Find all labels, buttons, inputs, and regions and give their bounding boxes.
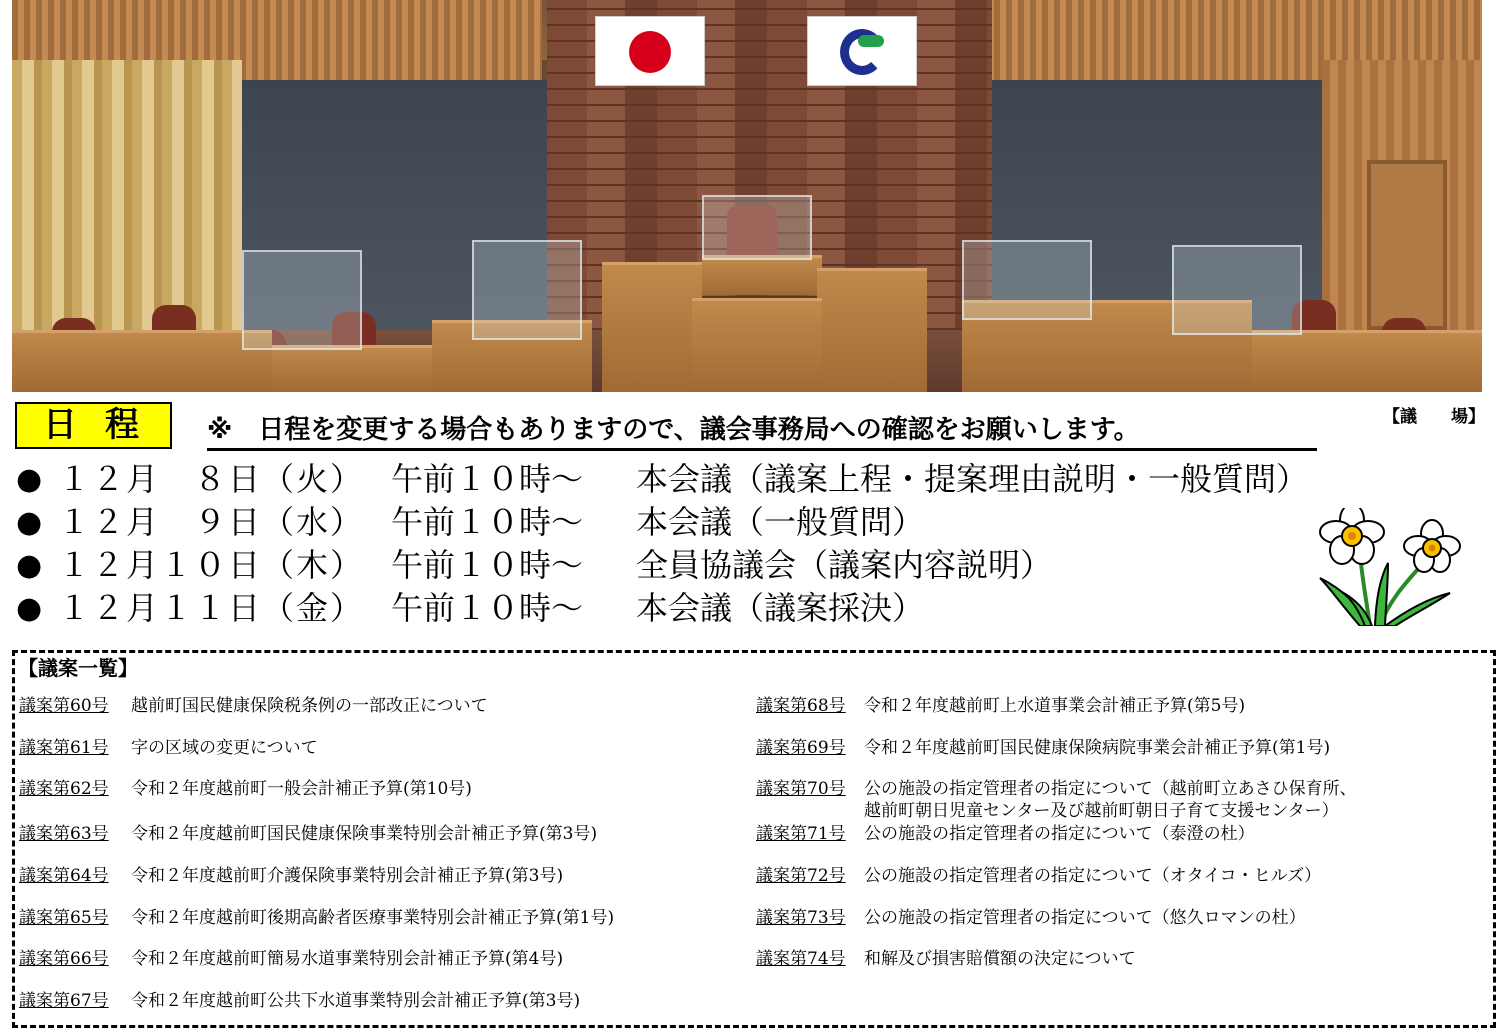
bill-item xyxy=(756,695,1245,717)
bill-item xyxy=(756,737,1330,759)
bill-item xyxy=(756,823,1255,845)
podium-desk xyxy=(602,262,702,392)
bill-title: 字の区域の変更について xyxy=(131,738,318,758)
bill-number: 議案第62号 xyxy=(19,779,109,799)
schedule-row xyxy=(16,544,1316,587)
bill-title: 令和２年度越前町公共下水道事業特別会計補正予算(第3号) xyxy=(131,991,581,1011)
schedule-date: １２月 ８日（火） xyxy=(58,460,365,498)
bill-title: 令和２年度越前町国民健康保険事業特別会計補正予算(第3号) xyxy=(131,824,598,844)
bill-number: 議案第71号 xyxy=(756,824,846,844)
bill-number: 議案第68号 xyxy=(756,696,846,716)
narcissus-flower-icon xyxy=(1300,508,1470,626)
acrylic-screen xyxy=(472,240,582,340)
member-desk xyxy=(272,345,432,392)
bill-number: 議案第67号 xyxy=(19,991,109,1011)
bill-number: 議案第73号 xyxy=(756,908,846,928)
bill-number: 議案第60号 xyxy=(19,696,109,716)
bill-title: 越前町国民健康保険税条例の一部改正について xyxy=(131,696,488,716)
bill-item xyxy=(19,737,318,759)
bill-title: 公の施設の指定管理者の指定について（泰澄の杜） xyxy=(864,824,1255,844)
japan-flag-icon xyxy=(595,16,705,86)
town-flag-icon xyxy=(807,16,917,86)
acrylic-screen xyxy=(1172,245,1302,335)
schedule-event: 本会議（議案上程・提案理由説明・一般質問） xyxy=(636,460,1309,498)
bill-item xyxy=(19,823,597,845)
bill-title: 令和２年度越前町簡易水道事業特別会計補正予算(第4号) xyxy=(131,949,564,969)
schedule-time: 午前１０時～ xyxy=(391,503,584,541)
podium-desk xyxy=(817,268,927,392)
schedule-badge: 日程 xyxy=(15,402,172,449)
bill-title: 令和２年度越前町後期高齢者医療事業特別会計補正予算(第1号) xyxy=(131,908,615,928)
schedule-event: 本会議（一般質問） xyxy=(636,503,925,541)
bullet-icon: ● xyxy=(16,505,43,540)
bill-item xyxy=(756,948,1136,970)
bill-title-continued: 越前町朝日児童センター及び越前町朝日子育て支援センター） xyxy=(864,801,1339,821)
acrylic-screen xyxy=(702,195,812,260)
schedule-date: １２月１１日（金） xyxy=(58,589,365,627)
bill-title: 公の施設の指定管理者の指定について（悠久ロマンの杜） xyxy=(864,908,1306,928)
member-desk xyxy=(12,330,272,392)
assembly-hall-photo xyxy=(12,0,1482,392)
speaker-desk xyxy=(692,298,822,392)
bill-item xyxy=(19,948,563,970)
bill-item xyxy=(756,778,1357,822)
schedule-time: 午前１０時～ xyxy=(391,546,584,584)
bill-item xyxy=(19,778,472,800)
bill-number: 議案第74号 xyxy=(756,949,846,969)
schedule-time: 午前１０時～ xyxy=(391,460,584,498)
bullet-icon: ● xyxy=(16,462,43,497)
bill-title: 令和２年度越前町上水道事業会計補正予算(第5号) xyxy=(864,696,1246,716)
member-desk xyxy=(1252,330,1482,392)
schedule-date: １２月 ９日（水） xyxy=(58,503,365,541)
schedule-row xyxy=(16,587,1316,630)
bullet-icon: ● xyxy=(16,548,43,583)
bill-title: 和解及び損害賠償額の決定について xyxy=(864,949,1136,969)
bill-number: 議案第69号 xyxy=(756,738,846,758)
bill-item xyxy=(19,695,488,717)
bill-title: 令和２年度越前町国民健康保険病院事業会計補正予算(第1号) xyxy=(864,738,1331,758)
bill-item xyxy=(756,865,1321,887)
bill-number: 議案第63号 xyxy=(19,824,109,844)
bill-list-heading: 【議案一覧】 xyxy=(18,656,138,680)
schedule-event: 本会議（議案採決） xyxy=(636,589,925,627)
schedule-event: 全員協議会（議案内容説明） xyxy=(636,546,1053,584)
schedule-row xyxy=(16,458,1316,501)
schedule-date: １２月１０日（木） xyxy=(58,546,365,584)
schedule-list xyxy=(16,458,1316,630)
bill-number: 議案第64号 xyxy=(19,866,109,886)
schedule-row xyxy=(16,501,1316,544)
bill-item xyxy=(19,907,614,929)
bill-number: 議案第66号 xyxy=(19,949,109,969)
bill-number: 議案第65号 xyxy=(19,908,109,928)
bill-title: 公の施設の指定管理者の指定について（越前町立あさひ保育所、 xyxy=(864,779,1357,799)
bill-number: 議案第70号 xyxy=(756,779,846,799)
acrylic-screen xyxy=(242,250,362,350)
bill-title: 令和２年度越前町一般会計補正予算(第10号) xyxy=(131,779,472,799)
bill-item xyxy=(19,865,563,887)
bill-title: 令和２年度越前町介護保険事業特別会計補正予算(第3号) xyxy=(131,866,564,886)
acrylic-screen xyxy=(962,240,1092,320)
photo-caption: 【議 場】 xyxy=(1383,407,1485,427)
bullet-icon: ● xyxy=(16,591,43,626)
bill-number: 議案第72号 xyxy=(756,866,846,886)
schedule-notice: ※ 日程を変更する場合もありますので、議会事務局への確認をお願いします。 xyxy=(207,414,1317,451)
schedule-time: 午前１０時～ xyxy=(391,589,584,627)
door xyxy=(1367,160,1447,330)
bill-title: 公の施設の指定管理者の指定について（オタイコ・ヒルズ） xyxy=(864,866,1322,886)
bill-number: 議案第61号 xyxy=(19,738,109,758)
podium-desk xyxy=(702,255,822,295)
bill-item xyxy=(756,907,1306,929)
bill-item xyxy=(19,990,580,1012)
